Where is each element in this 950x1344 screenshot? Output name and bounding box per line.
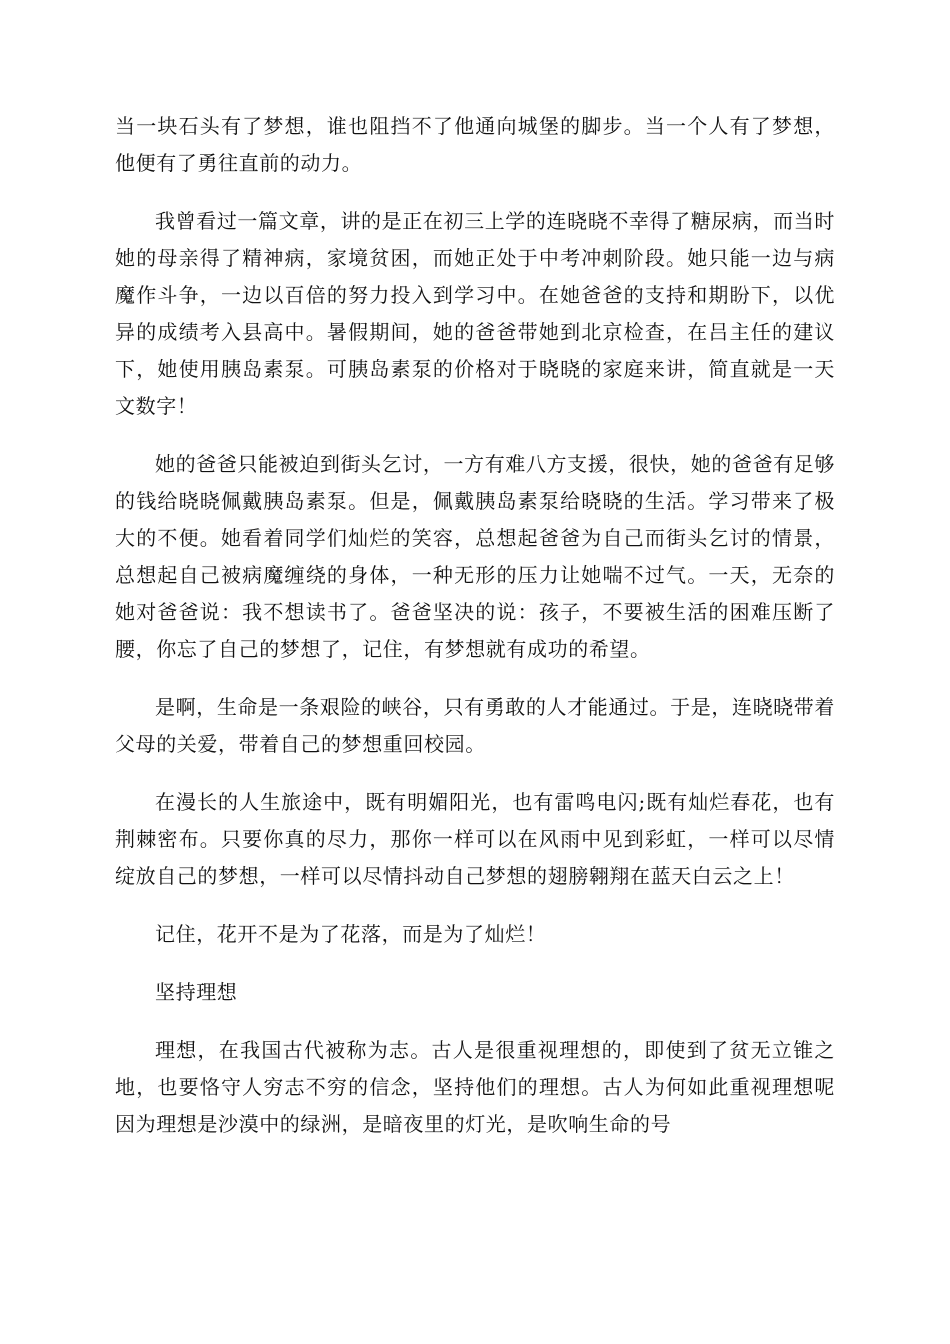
paragraph-3: 她的爸爸只能被迫到街头乞讨，一方有难八方支援，很快，她的爸爸有足够的钱给晓晓佩戴胰岛素泵。但是，佩戴胰岛素泵给晓晓的生活。学习带来了极大的不便。她看着同学们灿烂的笑容，总想起爸爸为自己而街头乞讨的情景，总想起自己被病魔缠绕的身体，一种无形的压力让她喘不过气。一天，无奈的她对爸爸说：我不想读书了。爸爸坚决的说：孩子，不要被生活的困难压断了腰，你忘了自己的梦想了，记住，有梦想就有成功的希望。 <box>115 452 835 661</box>
paragraph-5: 在漫长的人生旅途中，既有明媚阳光，也有雷鸣电闪;既有灿烂春花，也有荆棘密布。只要你真的尽力，那你一样可以在风雨中见到彩虹，一样可以尽情绽放自己的梦想，一样可以尽情抖动自己梦想的翅膀翱翔在蓝天白云之上！ <box>115 790 835 888</box>
section-heading: 坚持理想 <box>155 980 238 1004</box>
paragraph-1: 当一块石头有了梦想，谁也阻挡不了他通向城堡的脚步。当一个人有了梦想，他便有了勇往直前的动力。 <box>115 114 835 175</box>
paragraph-6: 记住，花开不是为了花落，而是为了灿烂！ <box>155 922 547 946</box>
document-body <box>115 108 835 1164</box>
paragraph-4: 是啊，生命是一条艰险的峡谷，只有勇敢的人才能通过。于是，连晓晓带着父母的关爱，带着自己的梦想重回校园。 <box>115 695 835 756</box>
paragraph-8: 理想，在我国古代被称为志。古人是很重视理想的，即使到了贫无立锥之地，也要恪守人穷志不穷的信念，坚持他们的理想。古人为何如此重视理想呢因为理想是沙漠中的绿洲，是暗夜里的灯光，是吹响生命的号 <box>115 1038 835 1136</box>
paragraph-2: 我曾看过一篇文章，讲的是正在初三上学的连晓晓不幸得了糖尿病，而当时她的母亲得了精神病，家境贫困，而她正处于中考冲刺阶段。她只能一边与病魔作斗争，一边以百倍的努力投入到学习中。在她爸爸的支持和期盼下，以优异的成绩考入县高中。暑假期间，她的爸爸带她到北京检查，在吕主任的建议下，她使用胰岛素泵。可胰岛素泵的价格对于晓晓的家庭来讲，简直就是一天文数字！ <box>115 209 835 418</box>
